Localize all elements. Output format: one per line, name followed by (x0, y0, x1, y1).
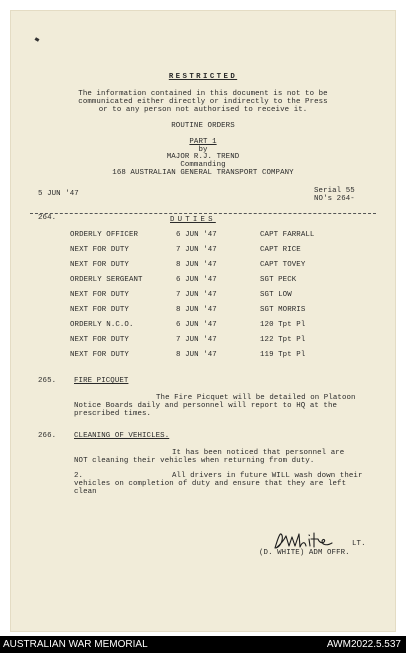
duty-row-2-date: 8 JUN '47 (176, 261, 217, 269)
fire-picquet-line-2: Notice Boards daily and personnel will report to HQ at the (74, 402, 338, 410)
duty-row-5-date: 8 JUN '47 (176, 306, 217, 314)
duty-row-6-date: 6 JUN '47 (176, 321, 217, 329)
duty-row-3-name: SGT PECK (260, 276, 297, 284)
signature-name: (D. WHITE) ADM OFFR. (259, 549, 350, 557)
cleaning-para2-line-3: clean (74, 488, 97, 496)
notice-line-2: communicated either directly or indirectly to the Press (78, 98, 328, 106)
duty-row-0-name: CAPT FARRALL (260, 231, 315, 239)
duty-row-3-date: 6 JUN '47 (176, 276, 217, 284)
orders-date: 5 JUN '47 (38, 190, 79, 198)
duty-row-3-duty: ORDERLY SERGEANT (70, 276, 143, 284)
duty-row-0-date: 6 JUN '47 (176, 231, 217, 239)
cleaning-para2-line-2: vehicles on completion of duty and ensure that they are left (74, 480, 347, 488)
duty-row-1-date: 7 JUN '47 (176, 246, 217, 254)
orders-title: ROUTINE ORDERS (171, 122, 235, 130)
duty-row-8-date: 8 JUN '47 (176, 351, 217, 359)
unit-name: 168 AUSTRALIAN GENERAL TRANSPORT COMPANY (112, 169, 294, 177)
duty-row-1-name: CAPT RICE (260, 246, 301, 254)
duty-row-4-duty: NEXT FOR DUTY (70, 291, 129, 299)
duty-row-5-name: SGT MORRIS (260, 306, 306, 314)
footer-accession-number: AWM2022.5.537 (326, 639, 401, 650)
part-label: PART 1 (189, 138, 217, 146)
signature-rank: LT. (352, 540, 366, 548)
footer-bar (0, 636, 406, 653)
order-numbers: NO's 264- (314, 195, 355, 203)
fire-picquet-number: 265. (38, 377, 57, 385)
duty-row-2-name: CAPT TOVEY (260, 261, 306, 269)
fire-picquet-heading: FIRE PICQUET (74, 377, 129, 385)
document-page (10, 10, 396, 632)
cleaning-heading: CLEANING OF VEHICLES. (74, 432, 170, 440)
duty-row-7-name: 122 Tpt Pl (260, 336, 306, 344)
duty-row-6-name: 120 Tpt Pl (260, 321, 306, 329)
cleaning-para1-line-2: NOT cleaning their vehicles when returning from duty. (74, 457, 315, 465)
duty-row-2-duty: NEXT FOR DUTY (70, 261, 129, 269)
duty-row-6-duty: ORDERLY N.C.O. (70, 321, 134, 329)
cleaning-number: 266. (38, 432, 57, 440)
officer-role: Commanding (180, 161, 226, 169)
cleaning-para2-line-1: All drivers in future WILL wash down their (172, 472, 363, 480)
classification-heading: RESTRICTED (168, 73, 238, 81)
fire-picquet-line-3: prescribed times. (74, 410, 152, 418)
duties-heading: DUTIES (170, 216, 216, 224)
duty-row-8-name: 119 Tpt Pl (260, 351, 306, 359)
duty-row-0-duty: ORDERLY OFFICER (70, 231, 139, 239)
duty-row-4-date: 7 JUN '47 (176, 291, 217, 299)
duty-row-4-name: SGT LOW (260, 291, 292, 299)
section-divider (30, 213, 376, 214)
cleaning-para2-number: 2. (74, 472, 84, 480)
serial-number: Serial 55 (314, 187, 355, 195)
duty-row-5-duty: NEXT FOR DUTY (70, 306, 129, 314)
notice-line-1: The information contained in this document is not to be (78, 90, 328, 98)
duty-row-7-duty: NEXT FOR DUTY (70, 336, 129, 344)
ink-mark (35, 37, 40, 42)
duties-number: 264. (38, 214, 57, 222)
footer-institution: AUSTRALIAN WAR MEMORIAL (3, 639, 148, 650)
officer-name: MAJOR R.J. TREND (166, 153, 240, 161)
notice-line-3: or to any person not authorised to receive it. (98, 106, 308, 114)
duty-row-7-date: 7 JUN '47 (176, 336, 217, 344)
duty-row-1-duty: NEXT FOR DUTY (70, 246, 129, 254)
by-label: by (198, 146, 208, 154)
fire-picquet-line-1: The Fire Picquet will be detailed on Platoon (156, 394, 356, 402)
duty-row-8-duty: NEXT FOR DUTY (70, 351, 129, 359)
cleaning-para1-line-1: It has been noticed that personnel are (172, 449, 345, 457)
